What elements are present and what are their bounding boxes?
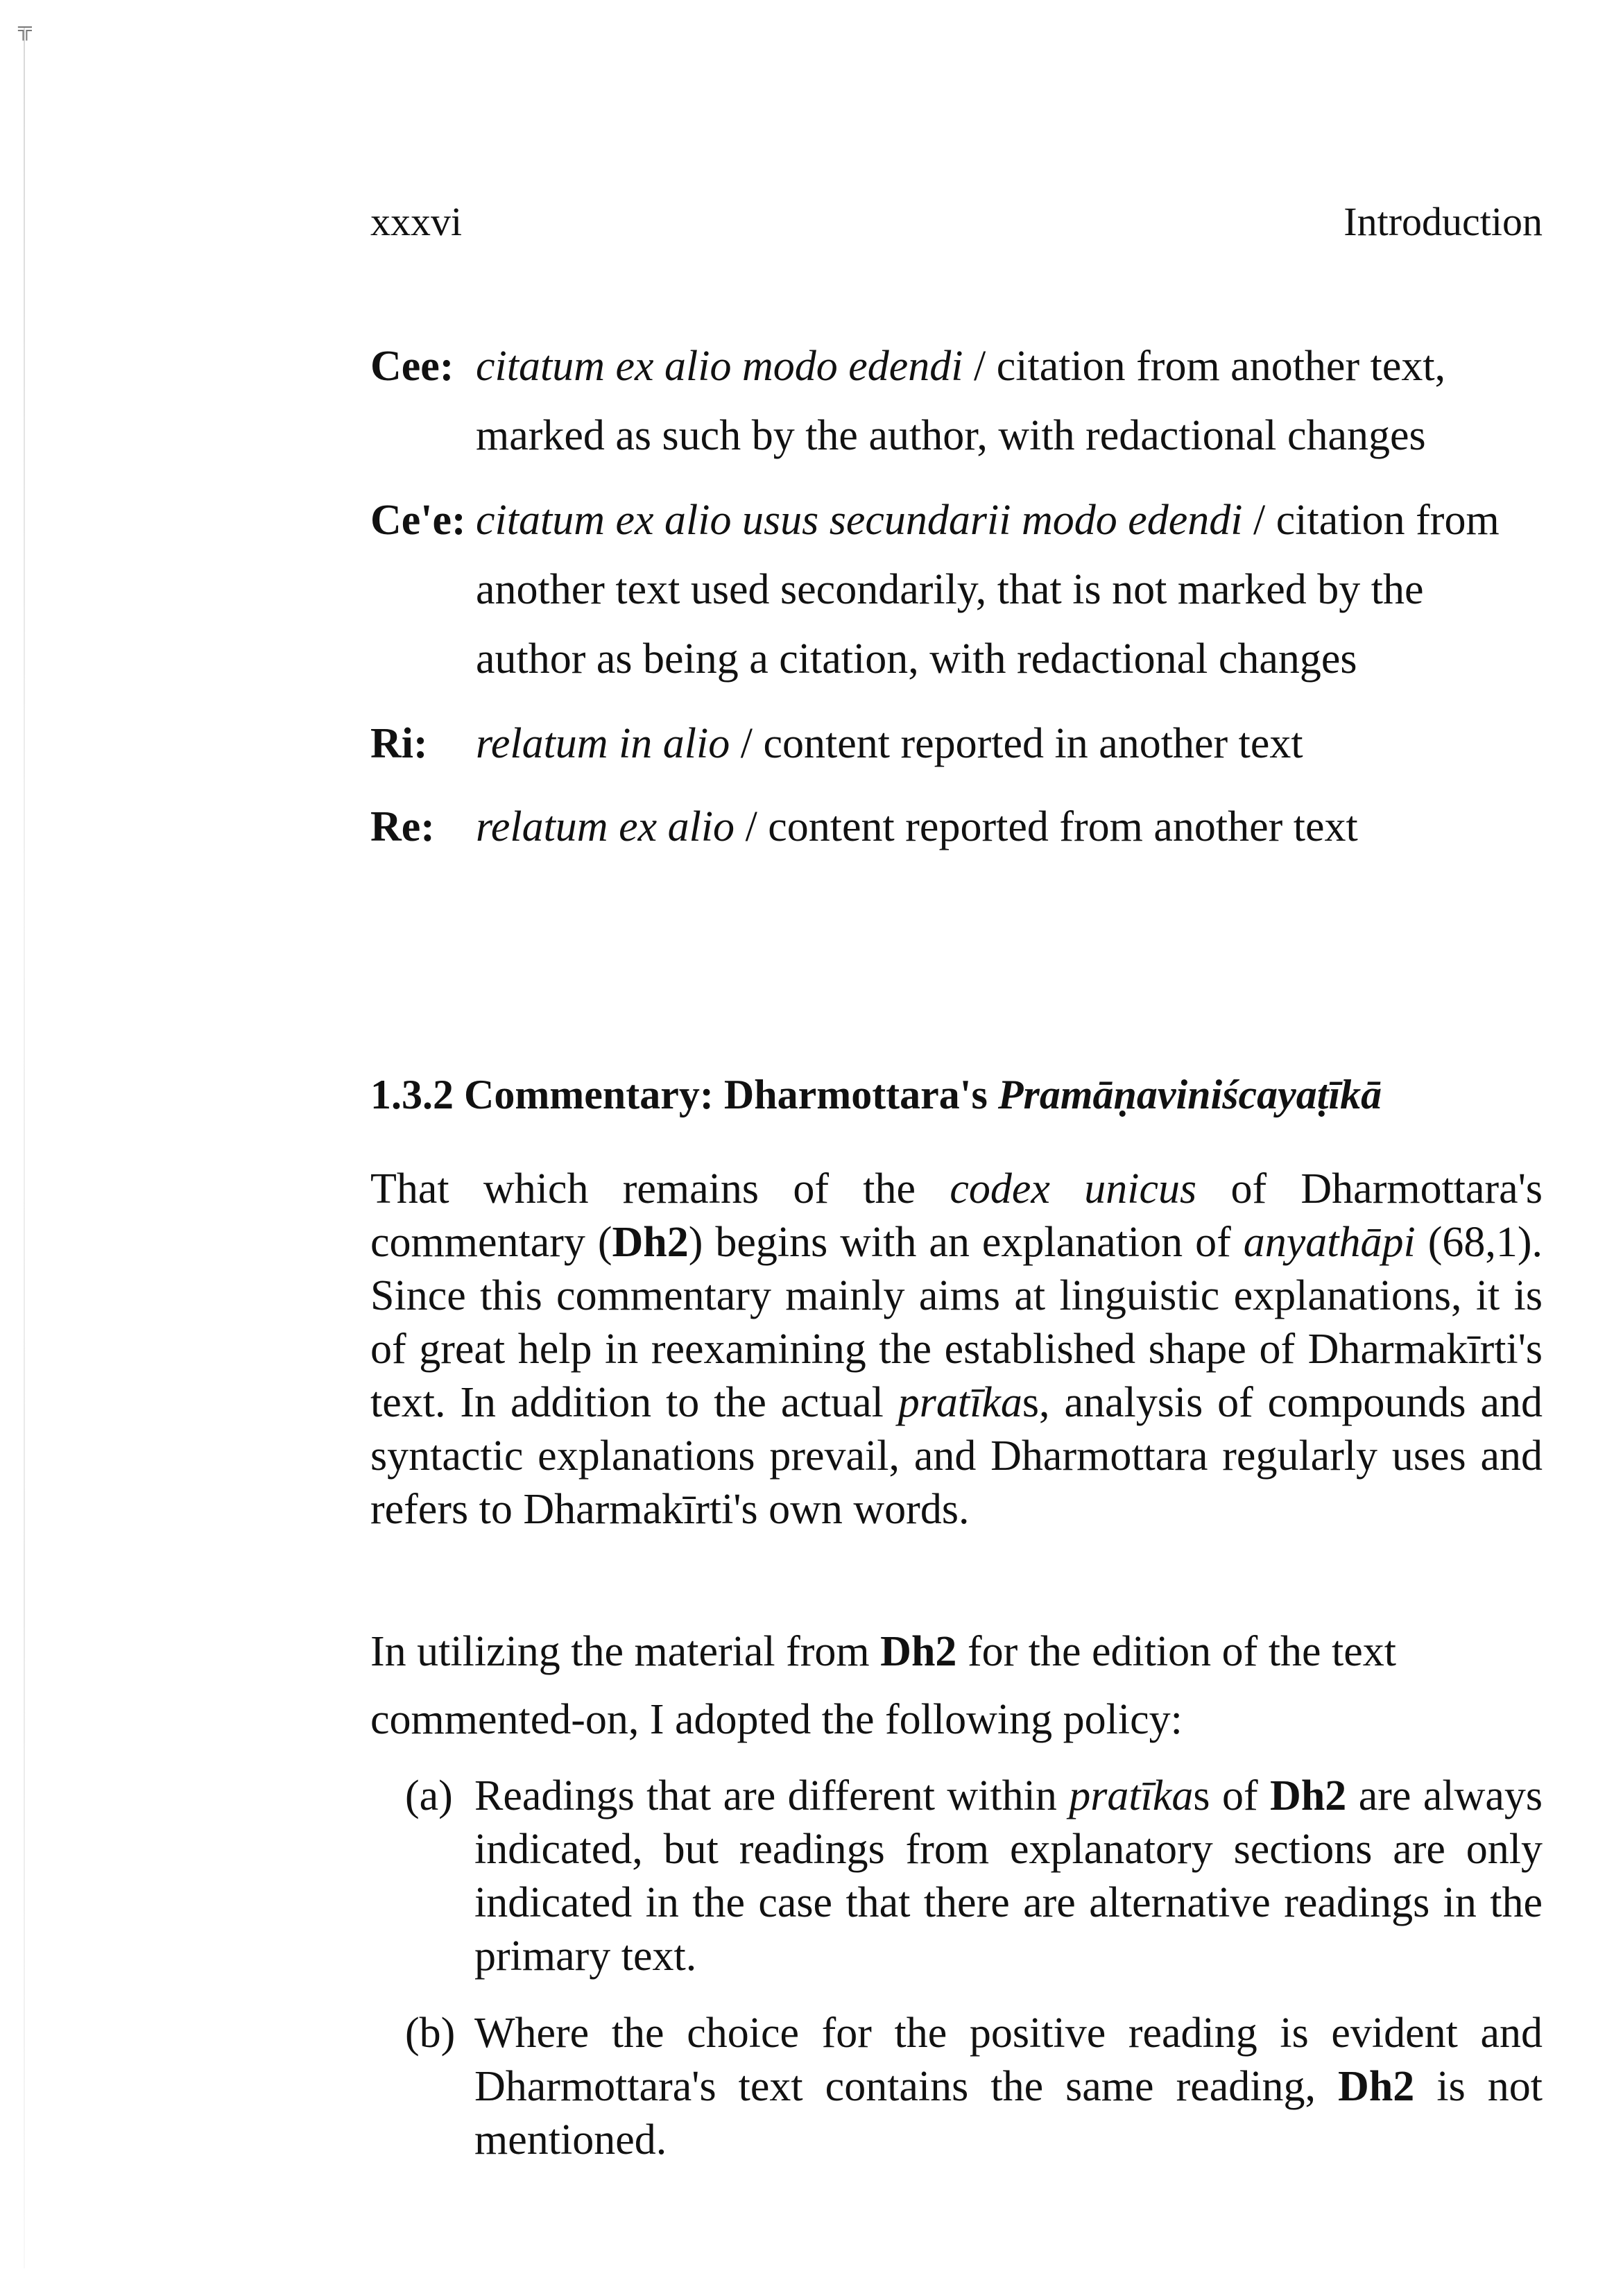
policy-list [405, 1770, 1543, 2191]
abbreviation-latin: relatum ex alio [476, 803, 735, 850]
policy-item [405, 1770, 1543, 1983]
abbreviation-entry [370, 792, 1543, 862]
abbreviation-gloss: / citation from another text, marked as such by the author, with redactional changes [476, 343, 1446, 459]
siglum: Dh2 [1270, 1772, 1347, 1819]
text-run: Where the choice for the positive reading is evident and Dharmottara's text contains the same reading, [474, 2010, 1543, 2110]
abbreviation-list [370, 332, 1543, 862]
commentary-paragraph [370, 1163, 1543, 1536]
abbreviation-gloss: / citation from another text used secondarily, that is not marked by the author as being a citation, with redactional changes [476, 497, 1500, 683]
siglum: Dh2 [612, 1219, 689, 1266]
italic-term: pratīka [898, 1379, 1022, 1426]
abbreviation-key: Ri: [370, 720, 428, 767]
abbreviation-latin: citatum ex alio usus secundarii modo edendi [476, 497, 1243, 544]
abbreviation-definition [476, 486, 1543, 694]
siglum: Dh2 [1338, 2063, 1415, 2110]
text-run: ) begins with an explanation of [688, 1219, 1244, 1266]
text-run: is not mentioned. [474, 2063, 1543, 2164]
abbreviation-key: Ce'e: [370, 497, 466, 544]
abbreviation-gloss: / content reported from another text [735, 803, 1358, 850]
section-heading-text: 1.3.2 Commentary: Dharmottara's [370, 1072, 998, 1117]
text-run: (68,1). Since this commentary mainly aims at linguistic explanations, it is of great help in reexamining the established shape of Dharmakīrti's text. In addition to the actual [370, 1219, 1543, 1426]
abbreviation-latin: citatum ex alio modo edendi [476, 343, 963, 390]
policy-item-text [474, 1770, 1543, 1983]
binding-mark-icon: ╦ [18, 18, 32, 40]
binding-edge-line [24, 28, 25, 2268]
page-number: xxxvi [370, 199, 463, 244]
policy-intro-paragraph [370, 1618, 1543, 1754]
page-header [370, 198, 1543, 246]
abbreviation-definition [476, 792, 1543, 862]
policy-item-label: (a) [405, 1772, 453, 1819]
italic-term: anyathāpi [1243, 1219, 1416, 1266]
policy-item [405, 2007, 1543, 2167]
italic-term: codex unicus [950, 1165, 1197, 1213]
section-heading [370, 1067, 1543, 1122]
text-run: of Dharmottara's commentary ( [370, 1165, 1543, 1266]
italic-term: pratīka [1069, 1772, 1194, 1819]
text-run: for the edition of the text commented-on, I adopted the following policy: [370, 1628, 1397, 1743]
text-run: are always indicated, but readings from explanatory sections are only indicated in the case that there are alternative readings in the primary text. [474, 1772, 1543, 1980]
running-head: Introduction [1343, 199, 1543, 244]
text-run: s of [1193, 1772, 1271, 1819]
text-run: s, analysis of compounds and syntactic explanations prevail, and Dharmottara regularly uses and refers to Dharmakīrti's own words. [370, 1379, 1543, 1533]
text-run: In utilizing the material from [370, 1628, 881, 1675]
section-heading-title: Pramāṇaviniścayaṭīkā [997, 1072, 1382, 1117]
text-run: Readings that are different within [474, 1772, 1070, 1819]
abbreviation-latin: relatum in alio [476, 720, 730, 767]
policy-item-label: (b) [405, 2010, 456, 2057]
abbreviation-gloss: / content reported in another text [730, 720, 1303, 767]
abbreviation-entry [370, 709, 1543, 778]
abbreviation-entry [370, 332, 1543, 470]
policy-item-text [474, 2007, 1543, 2167]
abbreviation-definition [476, 332, 1543, 470]
abbreviation-key: Re: [370, 803, 435, 850]
text-run: That which remains of the [370, 1165, 950, 1213]
abbreviation-key: Cee: [370, 343, 454, 390]
siglum: Dh2 [880, 1628, 957, 1675]
abbreviation-entry [370, 486, 1543, 694]
abbreviation-definition [476, 709, 1543, 778]
